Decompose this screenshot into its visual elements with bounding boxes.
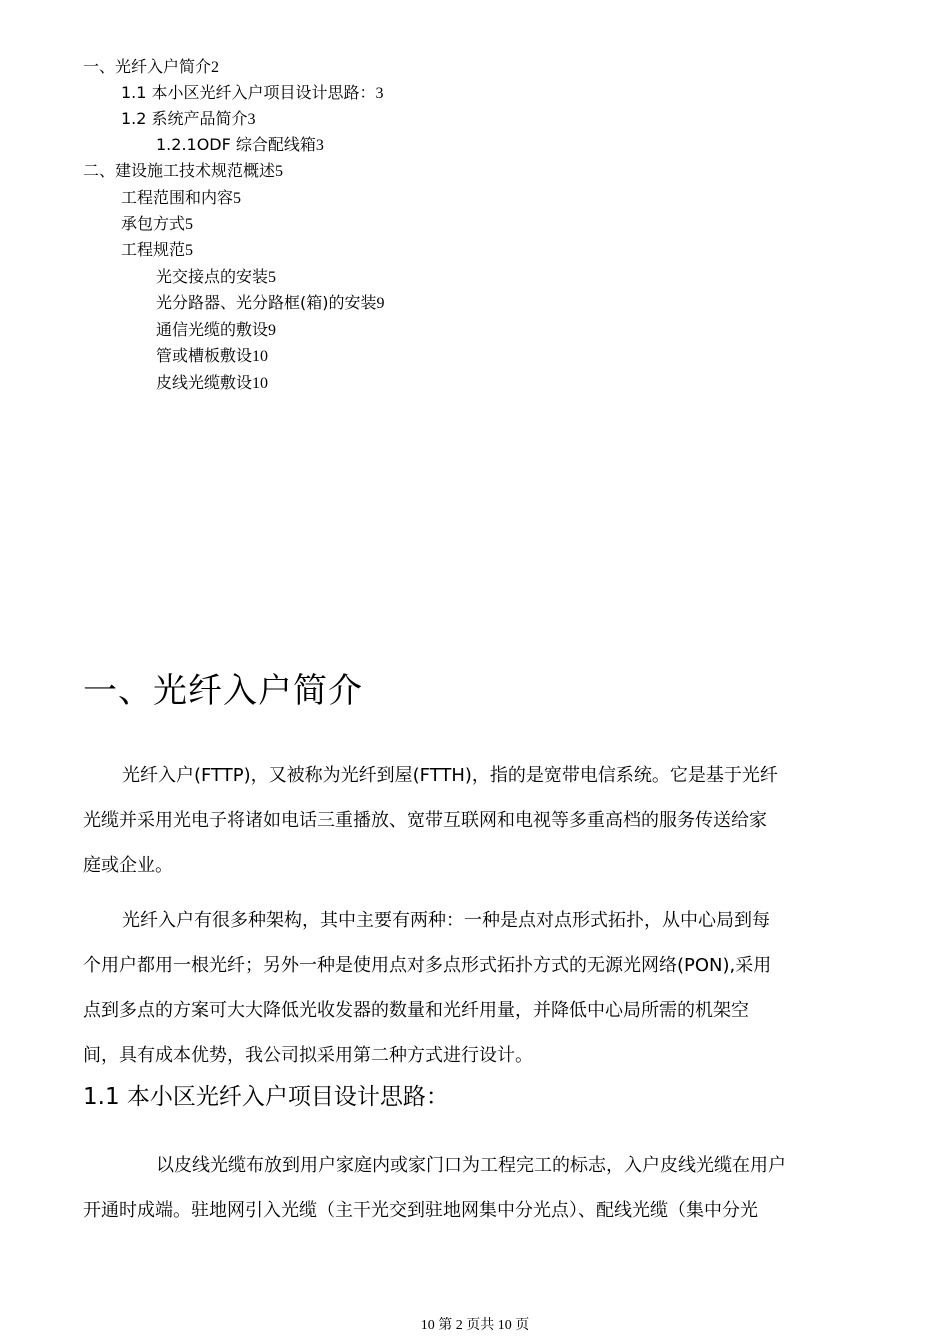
- toc-entry[interactable]: 光交接点的安装5: [156, 267, 277, 286]
- toc-page-number: 5: [185, 216, 194, 233]
- toc-entry[interactable]: 工程规范5: [121, 242, 194, 259]
- toc-entry[interactable]: 工程范围和内容5: [121, 190, 242, 207]
- paragraph-line: 开通时成端。驻地网引入光缆（主干光交到驻地网集中分光点）、配线光缆（集中分光: [83, 1200, 758, 1221]
- section-heading: 一、光纤入户简介: [83, 671, 363, 711]
- paragraph: [83, 753, 868, 888]
- paragraph-line: 个用户都用一根光纤；另外一种是使用点对多点形式拓扑方式的无源光网络(PON),采用: [83, 955, 772, 976]
- toc-page-number: 5: [233, 190, 242, 207]
- paragraph-line: 光纤入户有很多种架构，其中主要有两种：一种是点对点形式拓扑，从中心局到每: [122, 910, 770, 931]
- toc-entry[interactable]: 光分路器、光分路框(箱)的安装9: [156, 293, 385, 312]
- paragraph: [83, 1143, 868, 1233]
- toc-entry[interactable]: 皮线光缆敷设10: [156, 373, 269, 392]
- toc-entry[interactable]: 二、建设施工技术规范概述5: [83, 161, 284, 180]
- paragraph-line: 庭或企业。: [83, 855, 173, 876]
- toc-page-number: 5: [268, 269, 277, 286]
- paragraph-line: 间，具有成本优势，我公司拟采用第二种方式进行设计。: [83, 1045, 533, 1066]
- toc-page-number: 3: [375, 85, 384, 102]
- toc-page-number: 9: [376, 295, 385, 312]
- toc-entry[interactable]: 管或槽板敷设10: [156, 346, 269, 365]
- toc-entry[interactable]: 承包方式5: [121, 216, 194, 233]
- paragraph-line: 以皮线光缆布放到用户家庭内或家门口为工程完工的标志，入户皮线光缆在用户: [156, 1155, 786, 1176]
- toc-entry[interactable]: 一、光纤入户简介2: [83, 57, 220, 76]
- toc-page-number: 5: [185, 242, 194, 259]
- toc-entry[interactable]: 1.2 系统产品简介3: [121, 109, 256, 128]
- toc-page-number: 3: [315, 137, 324, 154]
- toc-entry[interactable]: 通信光缆的敷设9: [156, 320, 277, 339]
- toc-page-number: 3: [247, 111, 256, 128]
- paragraph: [83, 898, 868, 1078]
- paragraph-line: 光缆并采用光电子将诸如电话三重播放、宽带互联网和电视等多重高档的服务传送给家: [83, 810, 767, 831]
- toc-page-number: 2: [211, 59, 220, 76]
- toc-entry[interactable]: 1.1 本小区光纤入户项目设计思路：3: [121, 83, 384, 102]
- subsection-heading: 1.1 本小区光纤入户项目设计思路：: [83, 1084, 449, 1110]
- toc-page-number: 10: [252, 348, 269, 365]
- toc-page-number: 10: [252, 375, 269, 392]
- paragraph-line: 光纤入户(FTTP)，又被称为光纤到屋(FTTH)，指的是宽带电信系统。它是基于光纤: [122, 765, 778, 786]
- toc-entry[interactable]: 1.2.1ODF 综合配线箱3: [156, 135, 324, 154]
- page-footer: 10 第 2 页共 10 页: [420, 1318, 530, 1333]
- paragraph-line: 点到多点的方案可大大降低光收发器的数量和光纤用量，并降低中心局所需的机架空: [83, 1000, 749, 1021]
- toc-page-number: 5: [275, 163, 284, 180]
- toc-page-number: 9: [268, 322, 277, 339]
